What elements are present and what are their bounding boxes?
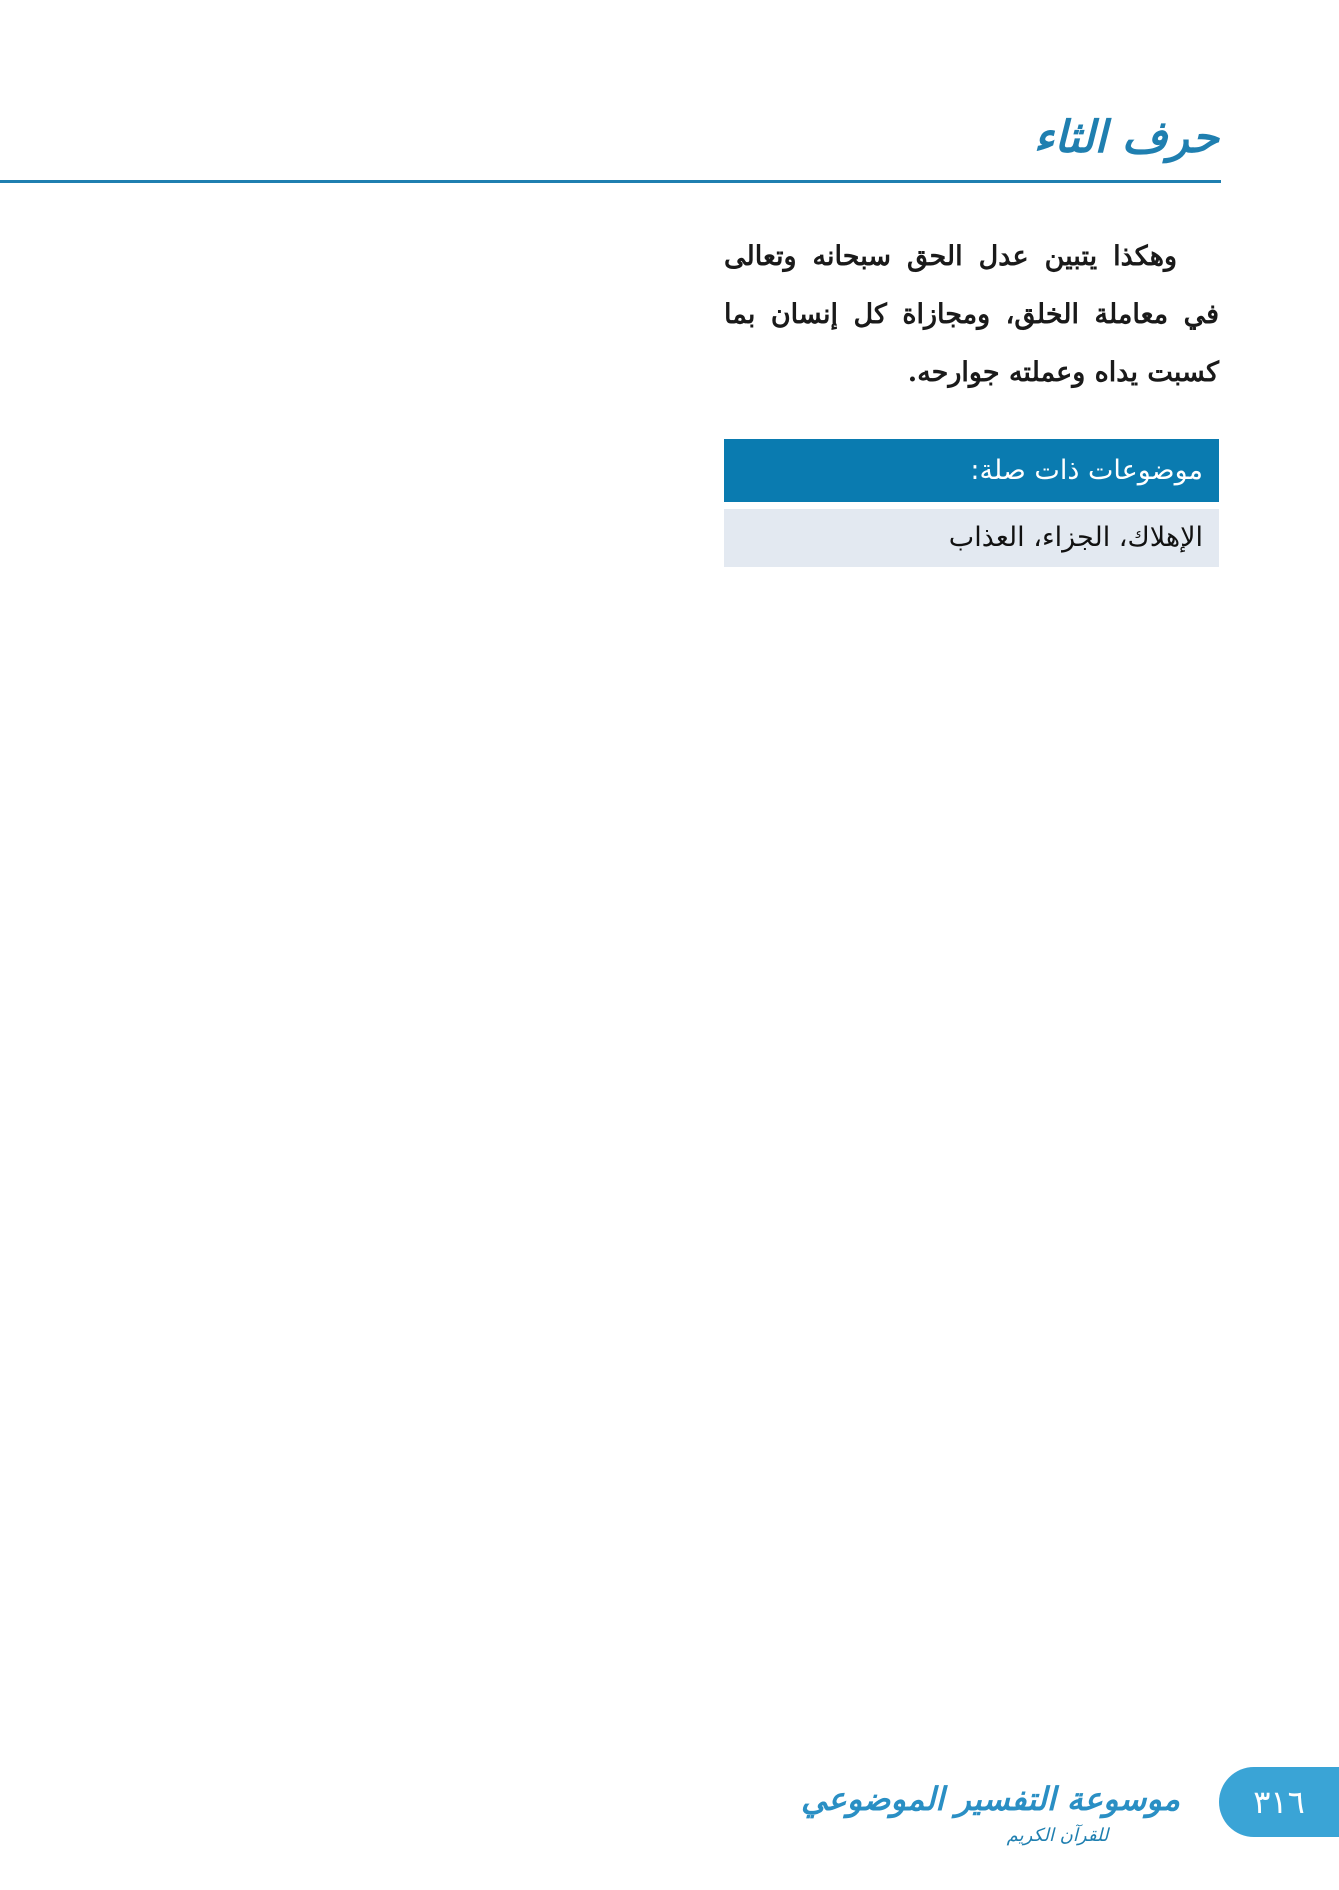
page-number-tab — [1219, 1767, 1339, 1837]
body-paragraph: وهكذا يتبين عدل الحق سبحانه وتعالى في معاملة الخلق، ومجازاة كل إنسان بما كسبت يداه وعملته جوارحه. — [724, 241, 1219, 388]
page-number: ٣١٦ — [1253, 1783, 1305, 1821]
related-topics-box — [724, 439, 1219, 567]
header-divider — [0, 180, 1221, 183]
related-topics-heading: موضوعات ذات صلة: — [724, 439, 1219, 502]
logo-sub-text: للقرآن الكريم — [1006, 1825, 1109, 1846]
logo-main-text: موسوعة التفسير الموضوعي — [800, 1780, 1180, 1818]
encyclopedia-logo — [800, 1775, 1180, 1865]
page-header-title: حرف الثاء — [1033, 112, 1219, 163]
related-topics-list: الإهلاك، الجزاء، العذاب — [724, 509, 1219, 567]
